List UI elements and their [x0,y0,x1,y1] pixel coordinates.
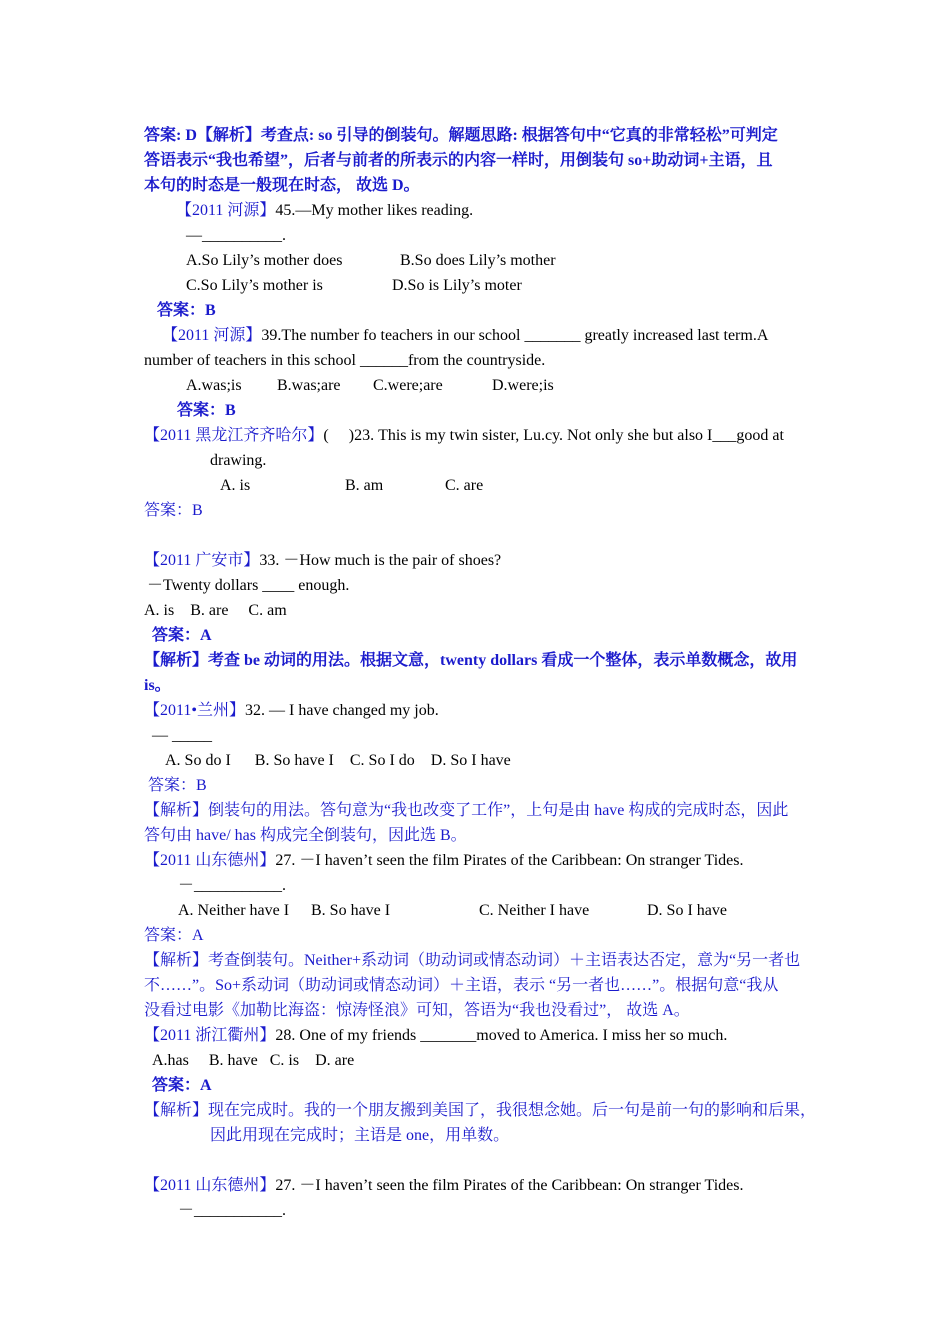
question-stem: ( )23. This is my twin sister, Lu.cy. Not only she but also I___good at [323,427,784,444]
question-source-tag: 【2011 浙江衢州】 [144,1027,276,1044]
question-stem: 33. －How much is the pair of shoes? [259,552,502,569]
option-d: D.So is Lily’s moter [392,277,522,294]
options: A. is B. are C. am [144,602,287,619]
question-28 [144,1026,727,1046]
question-39 [162,326,768,346]
explanation-line: 【解析】考查倒装句。Neither+系动词（助动词或情态动词）＋主语表达否定，意为“另一者也 [144,952,801,969]
question-source-tag: 【2011 黑龙江齐齐哈尔】 [144,427,324,444]
explanation-line: 因此用现在完成时；主语是 one，用单数。 [210,1127,510,1144]
option-b: B. am [345,477,384,494]
question-32 [144,701,439,721]
question-stem: 32. — I have changed my job. [245,702,439,719]
answer-label: 答案：A [152,627,212,644]
question-27 [144,851,743,871]
answer-label: 答案：B [144,502,203,519]
options: A.has B. have C. is D. are [152,1052,355,1069]
question-stem: 28. One of my friends _______moved to America. I miss her so much. [275,1027,728,1044]
explanation-line: 答句由 have/ has 构成完全倒装句，因此选 B。 [144,827,467,844]
answer-label: 答案：B [177,402,236,419]
option-c: C.So Lily’s mother is [186,277,323,294]
answer-label: 答案：A [144,927,204,944]
question-stem: 39.The number fo teachers in our school _______ greatly increased last term.A [261,327,769,344]
answer-explanation-line: 答语表示“我也希望”，后者与前者的所表示的内容一样时，用倒装句 so+助动词+主语，且 [144,152,773,169]
explanation-line: 没看过电影《加勒比海盗：惊涛怪浪》可知，答语为“我也没看过”， 故选 A。 [144,1002,690,1019]
option-c: C. Neither I have [479,902,590,919]
question-source-tag: 【2011 河源】 [176,202,276,219]
question-33 [144,551,501,571]
explanation-line: 不……”。So+系动词（助动词或情态动词）＋主语，表示 “另一者也……”。根据句意“我从 [144,977,779,994]
answer-explanation-line: 答案: D【解析】考查点: so 引导的倒装句。解题思路: 根据答句中“它真的非常轻松”可判定 [144,127,778,144]
question-source-tag: 【2011 河源】 [162,327,262,344]
question-27-repeat [144,1176,743,1196]
answer-blank: —__________. [186,227,286,244]
option-b: B.was;are [277,377,341,394]
question-source-tag: 【2011 山东德州】 [144,852,276,869]
question-stem-continued: drawing. [210,452,267,469]
question-stem-continued: number of teachers in this school ______from the countryside. [144,352,546,369]
answer-blank: －___________. [178,1202,287,1219]
answer-label: 答案：A [152,1077,212,1094]
question-source-tag: 【2011 山东德州】 [144,1177,276,1194]
question-23 [144,426,784,446]
explanation-line: 【解析】考查 be 动词的用法。根据文意，twenty dollars 看成一个整体，表示单数概念，故用 [144,652,798,669]
option-b: B. So have I [311,902,391,919]
option-b: B.So does Lily’s mother [400,252,556,269]
explanation-line: 【解析】现在完成时。我的一个朋友搬到美国了，我很想念她。后一句是前一句的影响和后果， [144,1102,817,1119]
question-source-tag: 【2011 广安市】 [144,552,260,569]
option-c: C.were;are [373,377,443,394]
option-a: A. is [220,477,251,494]
options: A. So do I B. So have I C. So I do D. So I have [165,752,511,769]
answer-blank: — _____ [152,727,212,744]
option-a: A.was;is [186,377,242,394]
option-a: A. Neither have I [178,902,290,919]
question-45 [176,201,473,221]
answer-explanation-line: 本句的时态是一般现在时态， 故选 D。 [144,177,420,194]
answer-blank: －___________. [178,877,287,894]
answer-label: 答案：B [148,777,207,794]
question-stem: 27. －I haven’t seen the film Pirates of the Caribbean: On stranger Tides. [275,1177,744,1194]
question-source-tag: 【2011•兰州】 [144,702,246,719]
explanation-line: 【解析】倒装句的用法。答句意为“我也改变了工作”，上句是由 have 构成的完成时态，因此 [144,802,789,819]
explanation-line: is。 [144,677,171,694]
question-stem-continued: －Twenty dollars ____ enough. [147,577,350,594]
option-d: D.were;is [492,377,554,394]
option-c: C. are [445,477,484,494]
question-stem: 45.—My mother likes reading. [275,202,474,219]
question-stem: 27. －I haven’t seen the film Pirates of the Caribbean: On stranger Tides. [275,852,744,869]
option-a: A.So Lily’s mother does [186,252,343,269]
option-d: D. So I have [647,902,727,919]
answer-label: 答案：B [157,302,216,319]
